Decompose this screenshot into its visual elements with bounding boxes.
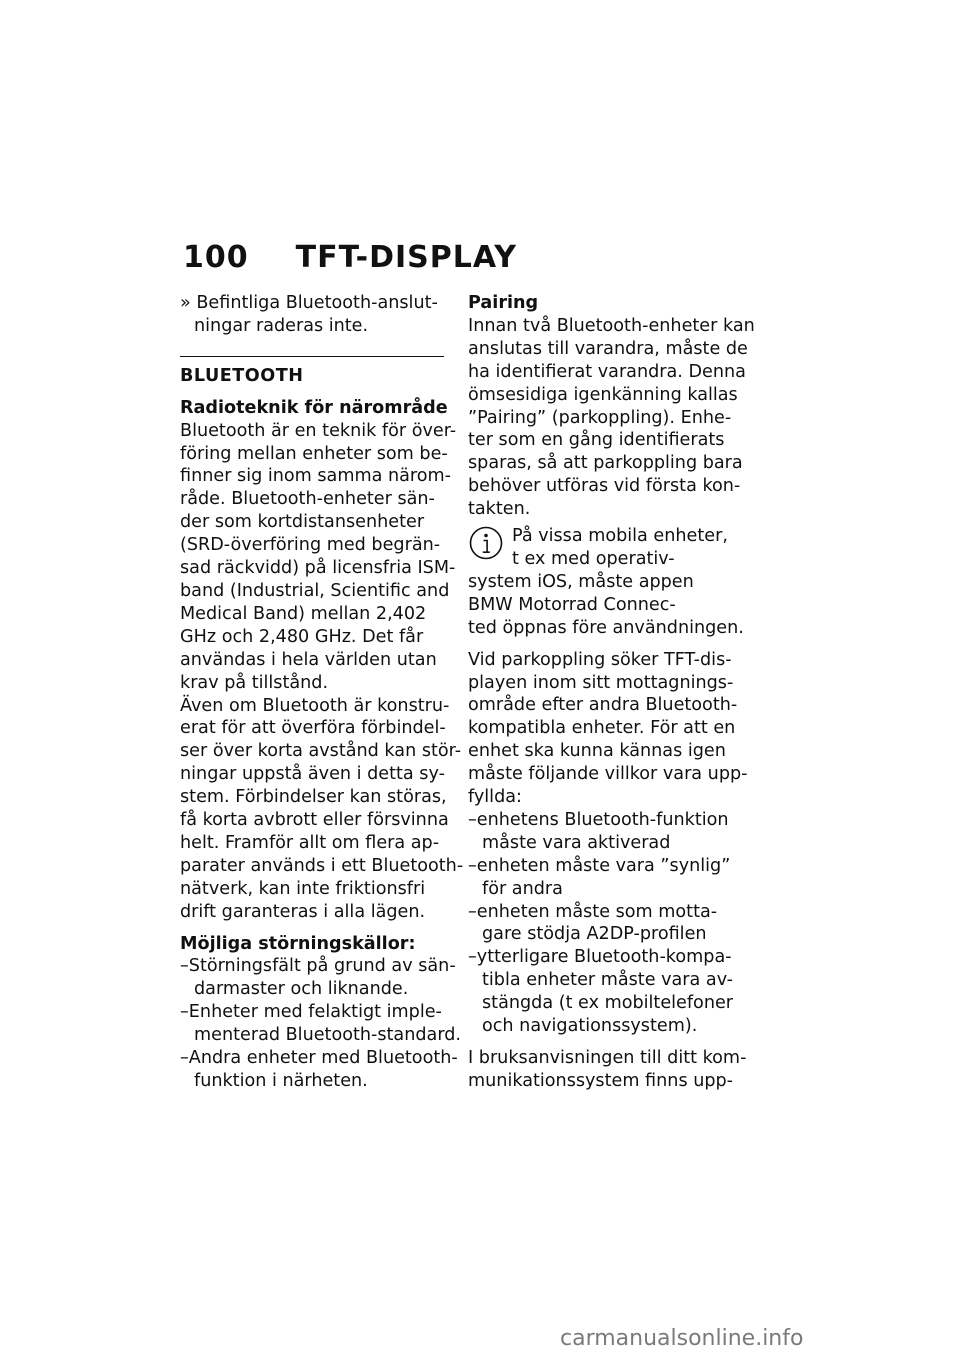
interference-list	[180, 955, 461, 1092]
manual-paragraph: I bruksanvisningen till ditt kom- munikationssystem finns upp-	[468, 1048, 747, 1091]
pairing-paragraph: Innan två Bluetooth-enheter kan anslutas till varandra, måste de ha identifierat varandra. Denna ömsesidiga igenkänning kallas ”Pairing” (parkoppling). Enhe- ter som en gång identifierats sparas, så att parkoppling bara behöver utföras vid första kon- takten.	[468, 315, 755, 520]
conditions-list	[468, 809, 743, 1038]
page-title: TFT-DISPLAY	[295, 240, 517, 275]
pairing-heading: Pairing	[468, 293, 539, 313]
list-item: –enheten måste vara ”synlig” för andra	[468, 855, 731, 899]
page-number: 100	[183, 240, 249, 275]
left-column	[180, 292, 464, 1093]
radio-paragraph: Bluetooth är en teknik för över- föring mellan enheter som be- finner sig inom samma närom- råde. Bluetooth-enheter sän- der som kortdistansenheter (SRD-överföring med begrän- sad räckvidd) på licensfria ISM- band (Industrial, Scientific and Medical Band) mellan 2,402 GHz och 2,480 GHz. Det får användas i hela världen utan krav på tillstånd. Även om Bluetooth är konstru- erat för att överföra förbindel- ser över korta avstånd kan stör- ningar uppstå även i detta sy- stem. Förbindelser kan störas, få korta avbrott eller försvinna helt. Framför allt om flera ap- parater används i ett Bluetooth- nätverk, kan inte friktionsfri drift garanteras i alla lägen.	[180, 420, 464, 922]
intro-note: » Befintliga Bluetooth-anslut- ningar raderas inte.	[180, 293, 438, 336]
list-item: –Enheter med felaktigt imple- menterad Bluetooth-standard.	[180, 1002, 461, 1046]
list-item: –Andra enheter med Bluetooth- funktion i närheten.	[180, 1048, 458, 1091]
search-paragraph: Vid parkoppling söker TFT-dis- playen inom sitt mottagnings- område efter andra Bluetooth- kompatibla enheter. För att en enhet ska kunna kännas igen måste följande villkor vara upp- fyllda:	[468, 649, 748, 808]
info-icon	[468, 525, 504, 561]
list-item: –Störningsfält på grund av sän- darmaster och liknande.	[180, 956, 456, 1000]
section-divider	[180, 356, 444, 357]
right-column	[468, 292, 755, 1093]
arrow-marker-icon: »	[180, 293, 191, 313]
info-note: På vissa mobila enheter, t ex med operativ- system iOS, måste appen BMW Motorrad Connec- ted öppnas före användningen.	[468, 526, 744, 638]
watermark: carmanualsonline.info	[560, 1326, 804, 1351]
list-item: –enhetens Bluetooth-funktion måste vara aktiverad	[468, 809, 729, 853]
list-item: –ytterligare Bluetooth-kompa- tibla enheter måste vara av- stängda (t ex mobiltelefoner och navigationssystem).	[468, 947, 734, 1037]
page-header	[183, 240, 517, 280]
radio-heading: Radioteknik för närområde	[180, 397, 448, 418]
section-title: BLUETOOTH	[180, 365, 304, 386]
interference-heading: Möjliga störningskällor:	[180, 933, 416, 954]
list-item: –enheten måste som motta- gare stödja A2DP-profilen	[468, 901, 718, 945]
